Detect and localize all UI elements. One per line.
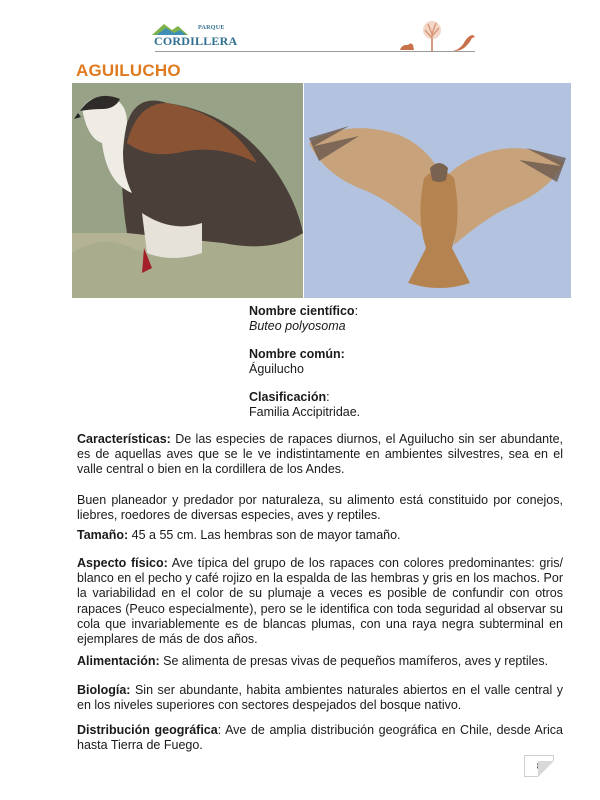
logo-name-text: CORDILLERA (154, 34, 238, 48)
common-name-value: Águilucho (249, 362, 304, 376)
biologia-paragraph (77, 683, 563, 713)
page-curl-icon (538, 761, 554, 777)
alimentacion-paragraph (77, 654, 563, 669)
biologia-text: Sin ser abundante, habita ambientes naturales abiertos en el valle central y en los niveles superiores con sectores despejados del bosque nativo. (77, 683, 563, 713)
classification-label: Clasificación (249, 390, 327, 404)
perched-hawk-image (72, 83, 303, 298)
species-info-block: Nombre científico: Buteo polyosoma Nombre común: Águilucho Clasificación: Familia Accipitridae. (249, 304, 361, 419)
alimentacion-label: Alimentación: (77, 654, 160, 668)
page-header (145, 18, 480, 58)
planeador-text: Buen planeador y predador por naturaleza, su alimento está constituido por conejos, liebres, roedores de diversas especies, aves y reptiles. (77, 493, 563, 523)
page-number-badge (524, 755, 554, 777)
aspecto-text: Ave típica del grupo de los rapaces con colores predominantes: gris/ blanco en el pecho y café rojizo en la espalda de las hembras y gris en los machos. Por la variabilidad en el color de su plumaje a veces es posible de confundir con otros rapaces (Peuco especialmente), pero se le identifica con toda seguridad al observar su cola que invariablemente es de blancas plumas, con una raya negra subterminal en ejemplares de más de dos años. (77, 556, 563, 647)
tamano-text: 45 a 55 cm. Las hembras son de mayor tamaño. (128, 528, 401, 542)
distribucion-label: Distribución geográfica (77, 723, 218, 737)
caracteristicas-label: Características: (77, 432, 171, 446)
alimentacion-text: Se alimenta de presas vivas de pequeños mamíferos, aves y reptiles. (159, 654, 549, 668)
page-number: 8 (536, 761, 542, 771)
aspecto-label: Aspecto físico: (77, 556, 168, 570)
planeador-paragraph (77, 493, 563, 523)
flying-hawk-photo (304, 83, 571, 298)
scientific-name-value: Buteo polyosoma (249, 319, 346, 333)
caracteristicas-paragraph (77, 432, 563, 478)
distribucion-paragraph (77, 723, 563, 753)
flying-hawk-image (304, 83, 571, 298)
page-title: AGUILUCHO (76, 61, 181, 80)
scientific-name-label: Nombre científico (249, 304, 355, 318)
header-divider (155, 51, 475, 52)
classification-value: Familia Accipitridae. (249, 405, 361, 419)
aspecto-paragraph (77, 556, 563, 647)
parque-cordillera-logo (150, 22, 260, 54)
photo-strip (72, 83, 571, 298)
wildlife-decoration-icon (395, 20, 480, 52)
tamano-label: Tamaño: (77, 528, 129, 542)
biologia-label: Biología: (77, 683, 131, 697)
logo-parque-text: PARQUE (198, 25, 225, 31)
common-name-label: Nombre común: (249, 347, 345, 361)
distribucion-text: : Ave de amplia distribución geográfica en Chile, desde Arica hasta Tierra de Fuego. (77, 723, 564, 753)
perched-hawk-photo (72, 83, 303, 298)
caracteristicas-text: De las especies de rapaces diurnos, el Aguilucho sin ser abundante, es de aquellas aves que se le ve indistintamente en ambientes silvestres, sea en el valle central o bien en la cordillera de los Andes. (77, 432, 563, 477)
tamano-paragraph (77, 528, 563, 543)
